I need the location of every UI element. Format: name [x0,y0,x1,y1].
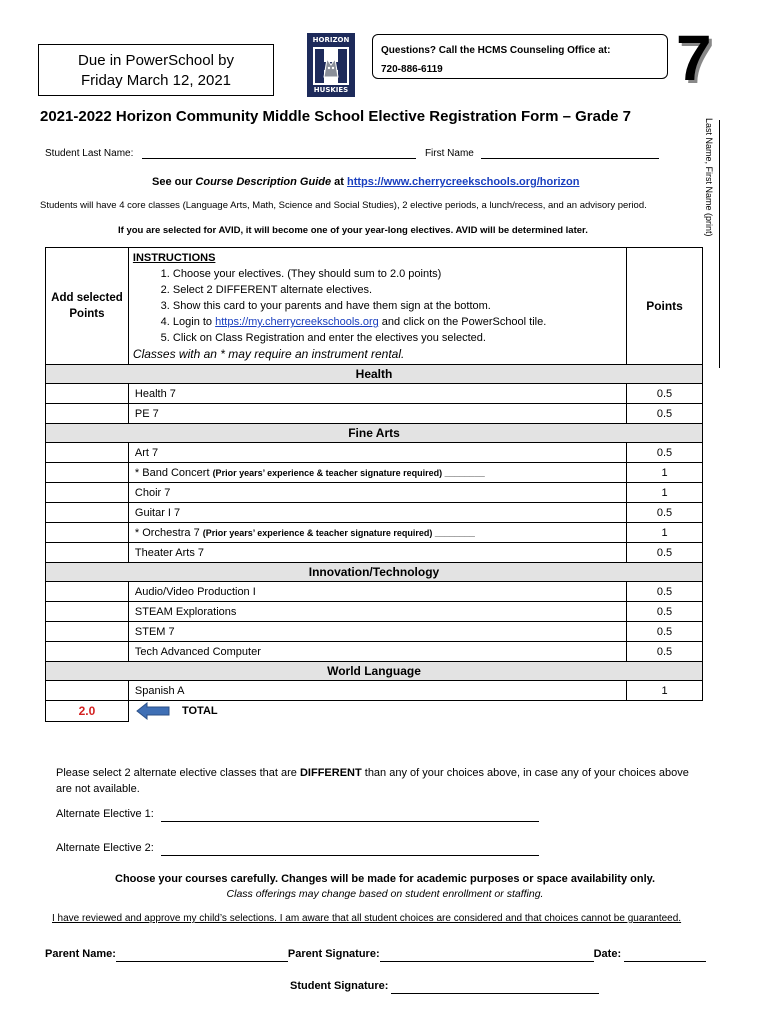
instruction-step: 5. Click on Class Registration and enter the electives you selected. [173,330,622,346]
add-points-cell[interactable] [46,582,129,602]
add-points-cell[interactable] [46,622,129,642]
course-name: Spanish A [134,684,185,697]
course-requirement-note: (Prior years’ experience & teacher signature required) ________ [212,467,485,478]
course-name-cell [128,463,626,483]
course-name: STEM 7 [134,625,175,638]
course-points: 0.5 [627,503,703,523]
total-row [46,701,703,722]
guide-prefix: See our [152,176,196,188]
course-points: 1 [627,463,703,483]
course-points: 0.5 [627,622,703,642]
course-row [46,622,703,642]
section-header-row [46,365,703,384]
add-points-cell[interactable] [46,602,129,622]
side-label-text: Last Name, First Name (print) [704,118,714,237]
alternates-paragraph [56,765,696,797]
course-name: PE 7 [134,407,159,420]
add-points-cell[interactable] [46,543,129,563]
side-line [719,120,720,368]
instruction-step: 2. Select 2 DIFFERENT alternate electives. [173,282,622,298]
course-row [46,523,703,543]
parent-signature-label: Parent Signature: [287,948,380,960]
step-4-prefix: Login to [172,316,216,328]
course-name-cell [128,404,626,424]
course-points: 0.5 [627,602,703,622]
parent-signature-line [45,946,706,962]
course-points: 1 [627,681,703,701]
section-title: Innovation/Technology [46,563,703,582]
due-line-1: Due in PowerSchool by [78,52,234,69]
alternate-1-line [56,806,539,822]
section-header-row [46,662,703,681]
powerschool-link[interactable]: https://my.cherrycreekschools.org [215,316,379,328]
course-name-cell [128,642,626,662]
student-signature-line [290,978,599,994]
avid-note: If you are selected for AVID, it will become one of your year-long electives. AVID will be determined later. [118,225,588,236]
course-row [46,602,703,622]
guide-title: Course Description Guide [195,176,332,188]
course-name-cell [128,681,626,701]
add-points-cell[interactable] [46,642,129,662]
course-name: * Orchestra 7 [134,526,203,539]
course-name-cell [128,622,626,642]
logo-bottom-text: HUSKIES [313,86,349,94]
parent-signature-field[interactable] [380,961,594,962]
total-label-cell [128,701,626,722]
phone-number: 720-886-6119 [381,64,443,75]
course-row [46,483,703,503]
alternate-2-label: Alternate Elective 2: [56,842,154,854]
course-points: 1 [627,523,703,543]
course-requirement-note: (Prior years’ experience & teacher signature required) ________ [202,527,475,538]
parent-name-field[interactable] [116,961,288,962]
section-header-row [46,424,703,443]
student-signature-label: Student Signature: [290,980,389,992]
course-points: 0.5 [627,384,703,404]
course-points: 1 [627,483,703,503]
alternate-1-field[interactable] [161,821,539,822]
section-header-row [46,563,703,582]
course-points: 0.5 [627,582,703,602]
course-row [46,681,703,701]
core-classes-note: Students will have 4 core classes (Language Arts, Math, Science and Social Studies), 2 elective periods, a lunch/recess, and an advisory period. [40,200,647,211]
instruction-step: 3. Show this card to your parents and have them sign at the bottom. [173,298,622,314]
due-line-2: Friday March 12, 2021 [80,72,232,89]
course-points: 0.5 [627,642,703,662]
alternate-2-line [56,840,539,856]
course-name-cell [128,582,626,602]
alternates-bold: DIFFERENT [299,767,362,779]
course-row [46,503,703,523]
add-points-cell[interactable] [46,443,129,463]
course-name-cell [128,503,626,523]
logo-top-text: HORIZON [312,36,350,44]
instrument-note: Classes with an * may require an instrument rental. [132,347,405,361]
course-row [46,642,703,662]
guide-link[interactable]: https://www.cherrycreekschools.org/horizon [347,176,580,188]
instruction-step [173,314,622,330]
course-name-cell [128,443,626,463]
elective-table [45,247,703,722]
choose-carefully-note: Choose your courses carefully. Changes will be made for academic purposes or space availability only. [115,873,655,885]
instructions-row [46,248,703,365]
section-title: World Language [46,662,703,681]
total-value[interactable]: 2.0 [46,701,129,722]
course-name-cell [128,543,626,563]
section-title: Health [46,365,703,384]
course-name: * Band Concert [134,466,213,479]
due-date-box [38,44,274,96]
instructions-cell [128,248,626,365]
course-row [46,404,703,424]
course-name: Health 7 [134,387,176,400]
student-signature-field[interactable] [391,993,599,994]
course-name-cell [128,523,626,543]
add-points-cell[interactable] [46,463,129,483]
alternates-prefix: Please select 2 alternate elective classes that are [56,767,300,779]
add-points-cell[interactable] [46,503,129,523]
course-name: Tech Advanced Computer [134,645,261,658]
student-name-line [45,148,659,159]
add-points-cell[interactable] [46,384,129,404]
course-name: Guitar I 7 [134,506,181,519]
instruction-step: 1. Choose your electives. (They should sum to 2.0 points) [173,266,622,282]
add-points-cell[interactable] [46,523,129,543]
date-field[interactable] [624,961,706,962]
course-row [46,582,703,602]
course-name: STEAM Explorations [134,605,237,618]
add-points-cell[interactable] [46,404,129,424]
points-header-text: Points [646,299,683,313]
add-points-cell[interactable] [46,483,129,503]
date-label: Date: [593,948,622,960]
last-name-label: Student Last Name: [45,148,134,159]
questions-text: Questions? Call the HCMS Counseling Office at: [381,45,611,56]
course-row [46,384,703,404]
left-arrow-icon [135,701,171,721]
course-row [46,543,703,563]
form-title: 2021-2022 Horizon Community Middle School Elective Registration Form – Grade 7 [40,108,631,125]
offerings-note: Class offerings may change based on student enrollment or staffing. [226,888,544,900]
husky-icon [313,47,349,85]
course-row [46,463,703,483]
course-name: Art 7 [134,446,159,459]
questions-box [372,34,668,79]
last-name-field[interactable] [142,158,416,159]
instructions-list [133,266,622,346]
grade-number: 7 [676,22,712,94]
alternate-2-field[interactable] [161,855,539,856]
add-points-header [46,248,129,365]
course-name-cell [128,483,626,503]
add-points-cell[interactable] [46,681,129,701]
total-empty [627,701,703,722]
points-header [627,248,703,365]
step-4-suffix: and click on the PowerSchool tile. [378,316,547,328]
course-name-cell [128,602,626,622]
guide-line [152,176,580,188]
alternate-1-label: Alternate Elective 1: [56,808,154,820]
course-name: Theater Arts 7 [134,546,204,559]
section-title: Fine Arts [46,424,703,443]
first-name-field[interactable] [481,158,659,159]
alternates-suffix: than any of your choices above, in case any of your choices above are not available. [56,767,689,795]
course-name: Audio/Video Production I [134,585,256,598]
course-name: Choir 7 [134,486,171,499]
instructions-title: INSTRUCTIONS [132,252,216,264]
school-logo [307,33,355,97]
course-points: 0.5 [627,443,703,463]
total-label: TOTAL [181,704,218,717]
course-points: 0.5 [627,404,703,424]
first-name-label: First Name [424,148,474,159]
parent-name-label: Parent Name: [45,948,116,960]
course-points: 0.5 [627,543,703,563]
add-points-header-text: Add selected Points [51,292,123,320]
guide-at: at [331,176,348,188]
agreement-statement: I have reviewed and approve my child’s selections. I am aware that all student choices are considered and that choices cannot be guaranteed. [52,913,682,924]
course-row [46,443,703,463]
course-name-cell [128,384,626,404]
